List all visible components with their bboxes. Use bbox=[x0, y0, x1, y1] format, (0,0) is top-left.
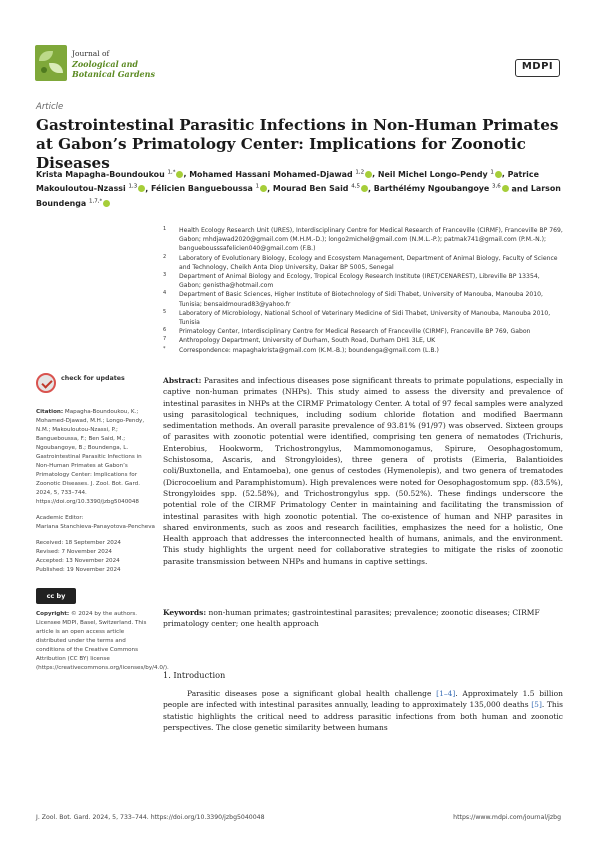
affiliation-number: 1 bbox=[163, 226, 167, 232]
affiliation-number: 5 bbox=[163, 308, 167, 315]
journal-line1: Journal of bbox=[72, 49, 110, 58]
orcid-icon[interactable] bbox=[502, 185, 509, 192]
affiliation-item bbox=[163, 327, 563, 336]
copyright-label: Copyright: bbox=[36, 611, 70, 617]
cc-by-license-icon[interactable]: cc by bbox=[36, 588, 76, 604]
editor-block bbox=[36, 514, 156, 532]
introduction-paragraph: Parasitic diseases pose a significant global health challenge [1–4]. Approximately 1.5 billion people are infected with intestinal parasites annually, leading to approximately 135,000 deaths [5]. This statistic highlights the critical need to address parasitic infections from both human and zoonotic perspectives. The close genetic similarity between humans bbox=[163, 689, 563, 732]
affiliation-item bbox=[163, 290, 563, 308]
page-footer bbox=[36, 814, 561, 821]
footer-citation[interactable]: J. Zool. Bot. Gard. 2024, 5, 733–744. https://doi.org/10.3390/jzbg5040048 bbox=[36, 814, 265, 821]
affiliation-text: Laboratory of Evolutionary Biology, Ecology and Ecosystem Management, Department of Animal Biology, Faculty of Science and Technology, Cheikh Anta Diop University, Dakar BP 5005, Senegal bbox=[179, 254, 558, 271]
journal-line3: Botanical Gardens bbox=[72, 69, 155, 79]
affiliation-text: Department of Basic Sciences, Higher Institute of Biotechnology of Sidi Thabet, University of Manouba, Manouba 2010, Tunisia; bensaidmourad83@yahoo.fr bbox=[179, 291, 543, 308]
author-name[interactable]: Félicien Bangueboussa $^1$ bbox=[151, 184, 267, 193]
check-icon bbox=[36, 373, 56, 393]
author-name[interactable]: Barthélémy Ngoubangoye $^{3,6}$ bbox=[374, 184, 509, 193]
affiliation-item bbox=[163, 272, 563, 290]
orcid-icon[interactable] bbox=[260, 185, 267, 192]
journal-logo bbox=[35, 45, 155, 85]
author-name[interactable]: Larson Boundenga $^{1,7,*}$ bbox=[36, 184, 561, 208]
citation-link[interactable]: [5] bbox=[531, 700, 542, 710]
author-affiliation-marker: 1,* bbox=[167, 169, 176, 175]
citation-text: Mapagha-Boundoukou, K.; Mohamed-Djawad, M.H.; Longo-Pendy, N.M.; Makouloutou-Nzassi, P.; Bangueboussa, F.; Ben Said, M.; Ngoubangoye, B.; Boundenga, L. Gastrointestinal Parasitic Infections in Non-Human Primates at Gabon’s Primatology Center: Implications for Zoonotic Diseases. J. Zool. Bot. Gard. 2024, 5, 733–744. https://doi.org/10.3390/jzbg5040048 bbox=[36, 409, 145, 505]
author-name[interactable]: Neil Michel Longo-Pendy $^1$ bbox=[378, 170, 502, 179]
keywords bbox=[163, 607, 563, 630]
affiliation-number: 3 bbox=[163, 272, 167, 279]
affiliation-number: 7 bbox=[163, 336, 167, 343]
affiliation-number: 6 bbox=[163, 327, 167, 334]
author-affiliation-marker: 4,5 bbox=[351, 183, 360, 190]
editor-label: Academic Editor: bbox=[36, 515, 84, 521]
affiliation-text: Health Ecology Research Unit (URES), Interdisciplinary Centre for Medical Research of Franceville (CIRMF), Franceville BP 769, Gabon; mhdjawad2020@gmail.com (M.H.M.-D.); longo2michel@gmail.com (N.M.L.-P.); patmak741@gmail.com (P.M.-N.); banguebousssafelicien040@gmail.com (F.B.) bbox=[179, 227, 563, 253]
abstract bbox=[163, 375, 563, 567]
abstract-text: Parasites and infectious diseases pose significant threats to primate populations, especially in captive non-human primates (NHPs). This study aimed to assess the diversity and prevalence of intestinal parasites in NHPs at the CIRMF Primatology Center. A total of 97 fecal samples were analyzed using parasitological techniques, including sodium chloride flotation and modified Baermann sedimentation methods. An overall parasite prevalence of 93.81% (91/97) was observed. Sixteen groups of parasites with zoonotic potential were identified, comprising ten genera of nematodes (Trichuris, Enterobius, Hookworm, Trichostrongylus, Mammomonogamus, Spirure, Oesophagostomum, Schistosoma, Ascaris, and Strongyloides), three genera of protists (Eimeria, Balantioides coli/Buxtonella, and Entamoeba), one genus of cestodes (Hymenolepis), and two genera of trematodes (Dicrocoelium and Paramphistomum). High prevalences were noted for Oesophagostomum spp. (83.5%), Strongyloides spp. (52.58%), and Trichostrongylus spp. (50.52%). These findings underscore the potential role of the CIRMF Primatology Center in maintaining and facilitating the transmission of intestinal parasites with high zoonotic potential. The co-existence of human and NHP parasites in shared environments, such as zoos and research facilities, emphasizes the need for a holistic, One Health approach that addresses the interconnected health of humans, animals, and the environment. This study highlights the urgent need for collaborative strategies to mitigate the risks of zoonotic parasite transmission between NHPs and humans in captive settings. bbox=[163, 376, 563, 566]
affiliation-item bbox=[163, 336, 563, 345]
affiliation-text: Department of Animal Biology and Ecology, Tropical Ecology Research Institute (IRET/CENAREST), Libreville BP 13354, Gabon; genistha@hotmail.com bbox=[179, 273, 540, 290]
check-for-updates-button[interactable] bbox=[36, 370, 156, 400]
copyright-text: © 2024 by the authors. Licensee MDPI, Basel, Switzerland. This article is an open access article distributed under the terms and conditions of the Creative Commons Attribution (CC BY) license (https://creativecommons.org/licenses/by/4.0/). bbox=[36, 611, 169, 671]
author-name[interactable]: Krista Mapagha-Boundoukou $^{1,*}$ bbox=[36, 170, 183, 179]
affiliation-text: Laboratory of Microbiology, National School of Veterinary Medicine of Sidi Thabet, University of Manouba, Manouba 2010, Tunisia bbox=[179, 309, 551, 327]
affiliation-text: Primatology Center, Interdisciplinary Centre for Medical Research of Franceville (CIRMF), Franceville BP 769, Gabon bbox=[179, 328, 531, 336]
affiliation-item bbox=[163, 309, 563, 327]
author-list: Krista Mapagha-Boundoukou $^{1,*}$ , Mohamed Hassani Mohamed-Djawad $^{1,2}$ , Neil Michel Longo-Pendy $^1$ , Patrice Makouloutou-Nzassi $^{1,3}$ , Félicien Bangueboussa $^1$ , Mourad Ben Said $^{4,5}$ , Barthélémy Ngoubangoye $^{3,6}$ and Larson Boundenga $^{1,7,*}$ bbox=[36, 169, 561, 208]
editor-name: Mariana Stanchieva-Panayotova-Pencheva bbox=[36, 524, 155, 530]
orcid-icon[interactable] bbox=[365, 171, 372, 178]
journal-logo-icon bbox=[35, 45, 67, 81]
author-affiliation-marker: 1,7,* bbox=[89, 198, 103, 205]
affiliations bbox=[163, 226, 563, 355]
check-updates-label: check for updates bbox=[61, 375, 125, 382]
abstract-label: Abstract: bbox=[163, 376, 202, 385]
citation-link[interactable]: [1–4] bbox=[436, 689, 456, 698]
journal-line2: Zoological and bbox=[72, 59, 138, 69]
citation-label: Citation: bbox=[36, 409, 64, 415]
orcid-icon[interactable] bbox=[176, 171, 183, 178]
affiliation-item bbox=[163, 254, 563, 272]
article-sidebar bbox=[36, 370, 169, 680]
publisher-name: MDPI bbox=[521, 61, 554, 72]
paper-title: Gastrointestinal Parasitic Infections in Non-Human Primates at Gabon’s Primatology Center: Implications for Zoonotic Diseases bbox=[36, 116, 559, 172]
mdpi-logo bbox=[515, 59, 560, 77]
orcid-icon[interactable] bbox=[138, 185, 145, 192]
accepted-date: Accepted: 13 November 2024 bbox=[36, 558, 120, 564]
affiliation-number: * bbox=[163, 345, 166, 352]
author-affiliation-marker: 1 bbox=[255, 183, 260, 190]
affiliation-number: 2 bbox=[163, 253, 167, 260]
orcid-icon[interactable] bbox=[361, 185, 368, 192]
article-type: Article bbox=[36, 102, 64, 112]
author-name[interactable]: Mourad Ben Said $^{4,5}$ bbox=[273, 184, 368, 193]
published-date: Published: 19 November 2024 bbox=[36, 567, 121, 573]
footer-journal-url[interactable]: https://www.mdpi.com/journal/jzbg bbox=[453, 814, 561, 821]
keywords-text: non-human primates; gastrointestinal parasites; prevalence; zoonotic diseases; CIRMF primatology center; one health approach bbox=[163, 608, 540, 629]
orcid-icon[interactable] bbox=[495, 171, 502, 178]
keywords-label: Keywords: bbox=[163, 608, 207, 617]
affiliation-text: Anthropology Department, University of Durham, South Road, Durham DH1 3LE, UK bbox=[179, 337, 436, 345]
author-affiliation-marker: 3,6 bbox=[492, 183, 501, 190]
received-date: Received: 18 September 2024 bbox=[36, 540, 121, 546]
author-name[interactable]: Patrice Makouloutou-Nzassi $^{1,3}$ bbox=[36, 169, 539, 194]
author-affiliation-marker: 1 bbox=[490, 169, 494, 175]
author-affiliation-marker: 1,3 bbox=[128, 183, 138, 190]
revised-date: Revised: 7 November 2024 bbox=[36, 549, 112, 555]
dates-block bbox=[36, 539, 156, 575]
orcid-icon[interactable] bbox=[103, 200, 110, 207]
author-affiliation-marker: 1,2 bbox=[355, 169, 365, 175]
copyright-block bbox=[36, 610, 169, 673]
affiliation-text: Correspondence: mapaghakrista@gmail.com (K.M.-B.); boundenga@gmail.com (L.B.) bbox=[179, 346, 439, 354]
affiliation-item bbox=[163, 226, 563, 254]
citation-block bbox=[36, 408, 156, 507]
author-name[interactable]: Mohamed Hassani Mohamed-Djawad $^{1,2}$ bbox=[189, 170, 372, 179]
affiliation-item bbox=[163, 346, 563, 355]
affiliation-number: 4 bbox=[163, 290, 167, 297]
section-heading: 1. Introduction bbox=[163, 670, 226, 680]
